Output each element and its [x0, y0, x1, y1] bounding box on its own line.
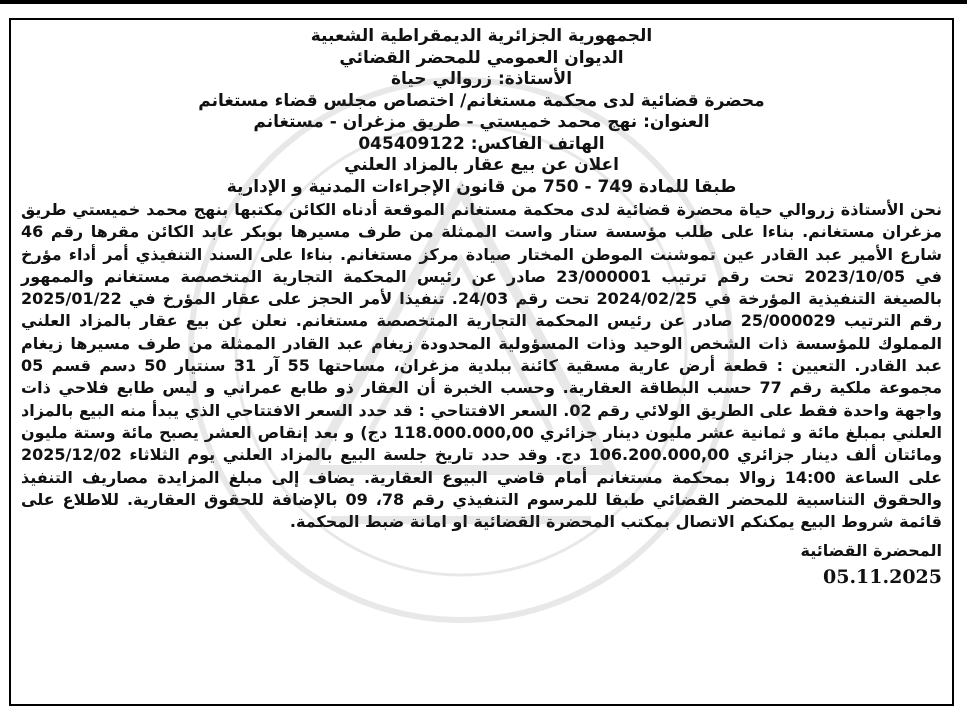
notice-title: اعلان عن بيع عقار بالمزاد العلني	[344, 155, 619, 175]
republic-name: الجمهورية الجزائرية الديمقراطية الشعبية	[310, 26, 653, 46]
auction-notice	[9, 18, 954, 706]
notice-footer	[21, 539, 942, 591]
notice-body-text: نحن الأستاذة زروالي حياة محضرة قضائية لدى محكمة مستغانم الموقعة أدناه الكائن مكتبها بنهج محمد خميستي طريق مزغران مستغانم. بناءا على طلب مؤسسة ستار واست الممثلة من طرف مسيرها بوبكر عابد الكائن مقرها رقم 46 شارع الأمير عبد القادر عين تموشنت الموطن المختار صيادة مركز مستغانم. بناءا على السند التنفيذي أمر أداء مؤرخ في 2023/10/05 تحت رقم ترتيب 23/000001 صادر عن رئيس المحكمة التجارية المتخصصة مستغانم والممهور بالصيغة التنفيذية المؤرخة في 2024/02/25 تحت رقم 24/03. تنفيذا لأمر الحجز على عقار المؤرخ في 2025/01/22 رقم الترتيب 25/000029 صادر عن رئيس المحكمة التجارية المتخصصة مستغانم. نعلن عن بيع عقار بالمزاد العلني المملوك للمؤسسة ذات الشخص الوحيد وذات المسؤولية المحدودة زيغام عبد القادر الممثلة من طرف مسيرها زيغام عبد القادر. التعيين : قطعة أرض عارية مسقية كائنة ببلدية مزغران، مساحتها 55 آر 31 سنتيار 50 دسم قسم 05 مجموعة ملكية رقم 77 حسب البطاقة العقارية. وحسب الخبرة أن العقار ذو طابع عمراني و ليس طابع فلاحي ذات واجهة واحدة فقط على الطريق الولائي رقم 02. السعر الافتتاحي : قد حدد السعر الافتتاحي الذي يبدأ منه البيع بالمزاد العلني بمبلغ مائة و ثمانية عشر مليون دينار جزائري 118.000.000,00 دج) و بعد إنقاص العشر يصبح مائة وستة مليون ومائتان ألف دينار جزائري 106.200.000,00 دج. وقد حدد تاريخ جلسة البيع بالمزاد العلني يوم الثلاثاء 2025/12/02 على الساعة 14:00 زوالا بمحكمة مستغانم أمام قاضي البيوع العقارية. يضاف إلى مبلغ المزايدة مصاريف التنفيذ والحقوق التناسبية للمحضر القضائي طبقا للمرسوم التنفيذي رقم 78، 09 بالإضافة للحقوق العقارية. للاطلاع على قائمة شروط البيع يمكنكم الاتصال بمكتب المحضرة القضائية او امانة ضبط المحكمة.	[21, 200, 943, 532]
notice-date: 05.11.2025	[823, 566, 942, 589]
jurisdiction-line: محضرة قضائية لدى محكمة مستغانم/ اختصاص مجلس قضاء مستغانم	[198, 90, 765, 111]
signatory-title: المحضرة القضائية	[800, 541, 942, 561]
bailiff-name: الأستاذة: زروالي حياة	[390, 69, 573, 89]
phone-line: الهاتف الفاكس: 045409122	[358, 133, 605, 154]
legal-basis-line: طبقا للمادة 749 - 750 من قانون الإجراءات المدنية و الإدارية	[226, 176, 737, 197]
notice-header	[21, 26, 942, 198]
top-rule	[0, 0, 967, 4]
address-line: العنوان: نهج محمد خميستي - طريق مزغران - مستغانم	[253, 112, 710, 132]
office-name: الديوان العمومي للمحضر القضائي	[339, 47, 624, 68]
notice-body	[21, 199, 942, 533]
